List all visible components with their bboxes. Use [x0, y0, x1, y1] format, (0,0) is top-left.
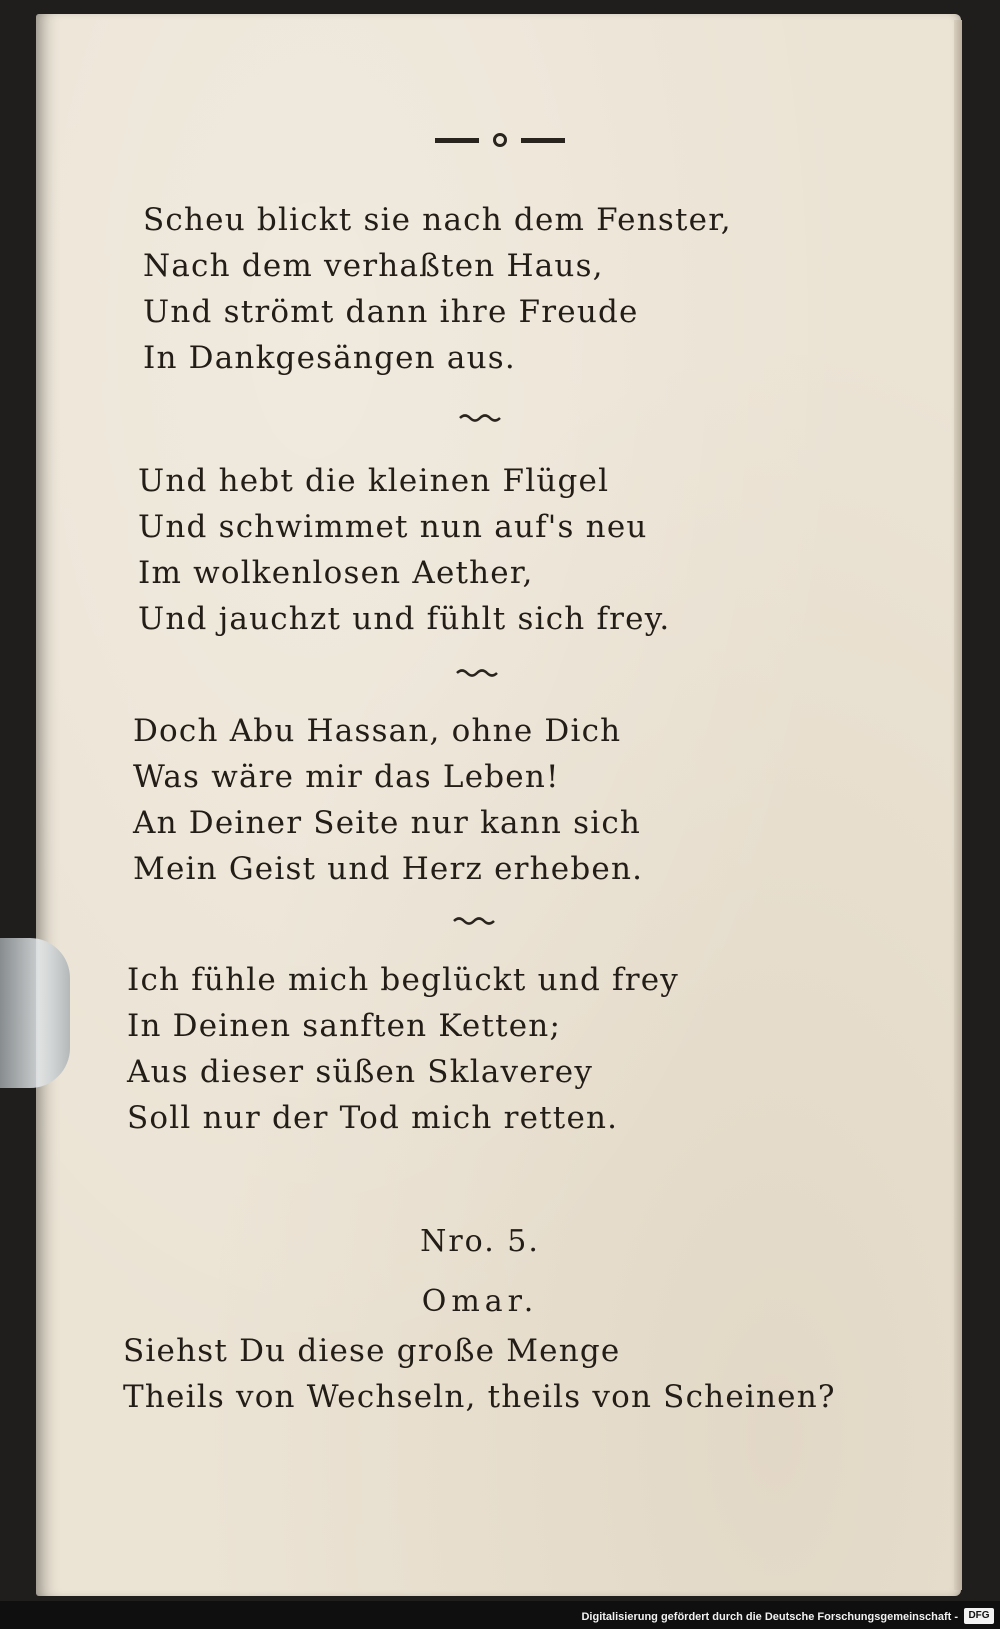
- speaker-name: Omar.: [421, 1284, 539, 1319]
- verse-line: Nach dem verhaßten Haus,: [143, 248, 604, 284]
- digitization-footer: [0, 1601, 1000, 1629]
- verse-line: Ich fühle mich beglückt und frey: [127, 962, 679, 998]
- stanza-divider-ornament: [458, 412, 502, 422]
- verse-line: In Deinen sanften Ketten;: [127, 1008, 562, 1044]
- verse-line: Scheu blickt sie nach dem Fenster,: [143, 202, 732, 238]
- stanza-3: [133, 708, 643, 892]
- dfg-logo: DFG: [964, 1608, 994, 1624]
- ornament-dash-right: [521, 138, 565, 143]
- verse-line: Siehst Du diese große Menge: [123, 1333, 621, 1369]
- footer-credit: Digitalisierung gefördert durch die Deutsche Forschungsgemeinschaft -: [581, 1611, 958, 1623]
- verse-line: Und jauchzt und fühlt sich frey.: [138, 601, 671, 637]
- verse-line: Was wäre mir das Leben!: [133, 759, 560, 795]
- page-ornament: [0, 133, 1000, 147]
- stanza-divider-ornament: [452, 915, 496, 925]
- ornament-circle: [493, 133, 507, 147]
- verse-line: An Deiner Seite nur kann sich: [133, 805, 642, 841]
- verse-line: Und strömt dann ihre Freude: [143, 294, 639, 330]
- verse-line: Doch Abu Hassan, ohne Dich: [133, 713, 622, 749]
- stanza-divider-ornament: [455, 667, 499, 677]
- number-heading: Nro. 5.: [420, 1224, 540, 1259]
- verse-line: Theils von Wechseln, theils von Scheinen?: [123, 1379, 836, 1415]
- stanza-1: [143, 197, 732, 381]
- ornament-dash-left: [435, 138, 479, 143]
- page-clip: [0, 938, 70, 1088]
- final-lines: [123, 1328, 836, 1420]
- verse-line: In Dankgesängen aus.: [143, 340, 516, 376]
- stanza-4: [127, 957, 679, 1141]
- verse-line: Aus dieser süßen Sklaverey: [127, 1054, 594, 1090]
- verse-line: Im wolkenlosen Aether,: [138, 555, 534, 591]
- verse-line: Mein Geist und Herz erheben.: [133, 851, 644, 887]
- page-edge: [954, 20, 962, 1590]
- verse-line: Und schwimmet nun auf's neu: [138, 509, 648, 545]
- verse-line: Soll nur der Tod mich retten.: [127, 1100, 619, 1136]
- verse-line: Und hebt die kleinen Flügel: [138, 463, 610, 499]
- stanza-2: [138, 458, 670, 642]
